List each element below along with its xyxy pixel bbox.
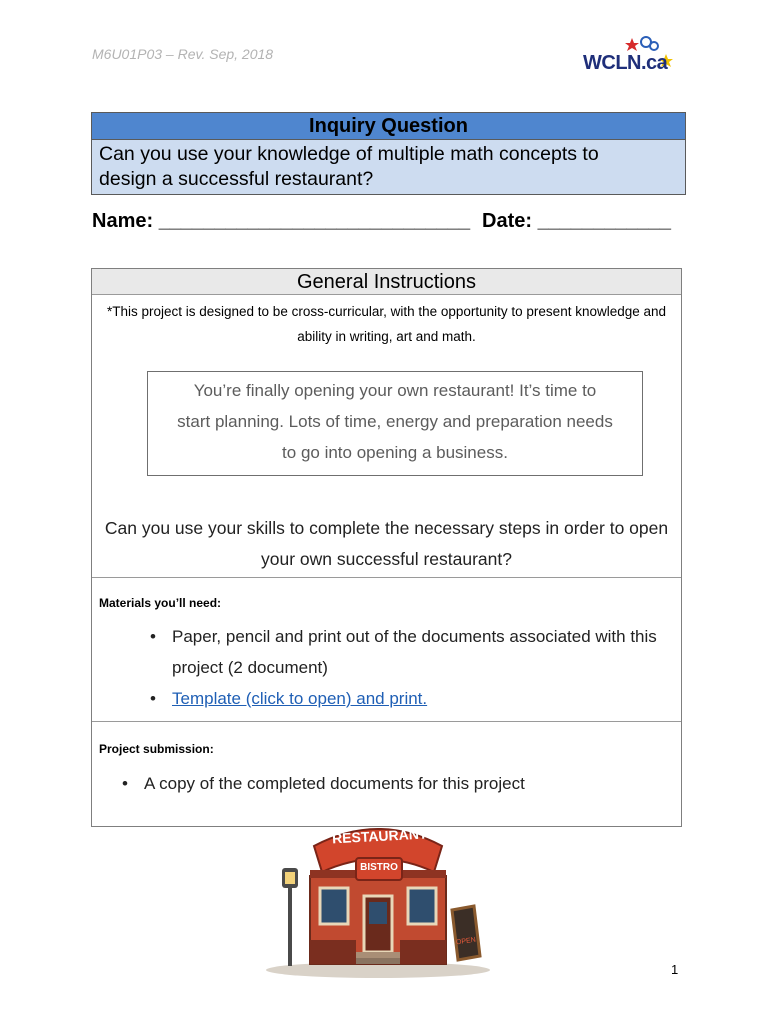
list-item: [150, 683, 672, 714]
materials-label: Materials you’ll need:: [99, 596, 222, 610]
inquiry-title: Inquiry Question: [92, 113, 685, 140]
page-number: 1: [671, 962, 679, 977]
inquiry-question-box: [91, 112, 686, 195]
bullet-icon: •: [150, 627, 156, 646]
general-instructions-title: General Instructions: [92, 269, 681, 295]
restaurant-sign-text: RESTAURANT: [331, 825, 428, 847]
callout-line: You’re finally opening your own restaurant! It’s time to: [193, 381, 597, 400]
date-field[interactable]: Date: ____________: [482, 210, 672, 232]
inquiry-question: [92, 140, 685, 194]
submission-item: A copy of the completed documents for this project: [144, 774, 525, 793]
materials-item-line: Paper, pencil and print out of the documents associated with this: [172, 627, 657, 646]
template-link[interactable]: Template (click to open) and print.: [172, 689, 428, 708]
bullet-icon: •: [150, 689, 156, 708]
general-instructions-box: [91, 268, 682, 827]
logo-text: WCLN: [583, 52, 641, 74]
bistro-sign-text: BISTRO: [360, 862, 398, 873]
project-question-line: Can you use your skills to complete the necessary steps in order to open: [104, 518, 669, 538]
callout-line: start planning. Lots of time, energy and preparation needs: [177, 412, 613, 431]
logo-suffix: .ca: [640, 52, 668, 74]
inquiry-question-line: design a successful restaurant?: [99, 168, 374, 190]
note-line: ability in writing, art and math.: [297, 329, 476, 344]
callout-line: to go into opening a business.: [282, 443, 508, 462]
divider: [92, 721, 681, 722]
document-code: M6U01P03 – Rev. Sep, 2018: [92, 46, 274, 62]
name-field[interactable]: Name: ____________________________: [92, 210, 471, 232]
restaurant-illustration: [262, 810, 494, 980]
list-item: [122, 768, 664, 799]
list-item: [150, 621, 672, 683]
board-text: OPEN: [455, 936, 477, 947]
inquiry-question-line: Can you use your knowledge of multiple math concepts to: [99, 143, 599, 165]
submission-label: Project submission:: [99, 742, 214, 756]
project-question: [94, 513, 679, 575]
intro-callout: [147, 371, 643, 476]
divider: [92, 577, 681, 578]
bullet-icon: •: [122, 774, 128, 793]
materials-item-line: project (2 document): [172, 658, 328, 677]
cross-curricular-note: [94, 299, 679, 349]
project-question-line: your own successful restaurant?: [261, 549, 512, 569]
note-line: *This project is designed to be cross-curricular, with the opportunity to present knowledge and: [106, 304, 667, 319]
wcln-logo: [580, 32, 690, 76]
